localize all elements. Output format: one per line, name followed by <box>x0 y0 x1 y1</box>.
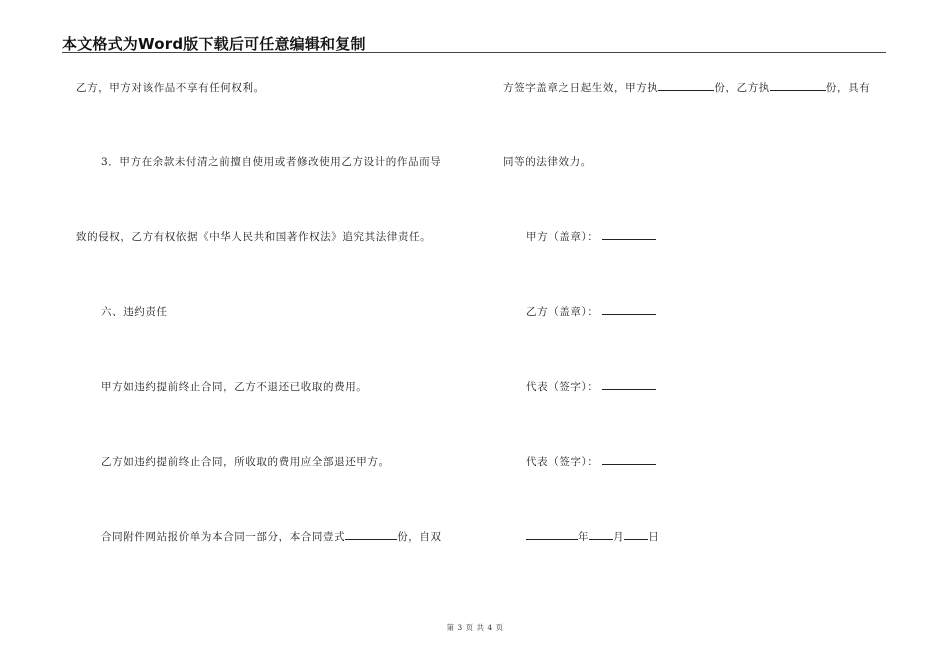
signature-rep-1-label: 代表（签字）： <box>526 381 599 393</box>
signature-representative-1 <box>526 379 656 394</box>
paragraph-party-b-breach: 乙方如违约提前终止合同，所收取的费用应全部退还甲方。 <box>101 456 390 468</box>
signature-rep-2-label: 代表（签字）： <box>526 456 599 468</box>
effective-text-b: 份，乙方执 <box>714 82 770 94</box>
attachment-text-end: 份，自双 <box>397 531 442 543</box>
date-line <box>526 529 659 544</box>
paragraph-infringement: 致的侵权，乙方有权依据《中华人民共和国著作权法》追究其法律责任。 <box>76 231 432 243</box>
signature-party-a-label: 甲方（盖章）： <box>526 231 599 243</box>
paragraph-attachment <box>101 529 442 544</box>
page-number-footer: 第 3 页 共 4 页 <box>446 623 504 632</box>
day-blank <box>624 529 648 540</box>
header-divider <box>62 52 886 53</box>
section-heading-breach: 六、违约责任 <box>101 306 168 318</box>
paragraph-effective <box>503 80 870 95</box>
date-day-label: 日 <box>648 531 660 543</box>
signature-rep-1-blank <box>602 379 656 390</box>
paragraph-rights: 乙方，甲方对该作品不享有任何权利。 <box>76 82 265 94</box>
signature-party-a <box>526 229 656 244</box>
signature-representative-2 <box>526 454 656 469</box>
signature-party-b-blank <box>602 304 656 315</box>
signature-rep-2-blank <box>602 454 656 465</box>
signature-party-a-blank <box>602 229 656 240</box>
document-header-title: 本文格式为Word版下载后可任意编辑和复制 <box>62 35 366 53</box>
copies-blank <box>345 529 397 540</box>
paragraph-legal-effect: 同等的法律效力。 <box>503 156 592 168</box>
month-blank <box>589 529 613 540</box>
signature-party-b <box>526 304 656 319</box>
signature-party-b-label: 乙方（盖章）： <box>526 306 599 318</box>
date-year-label: 年 <box>578 531 590 543</box>
year-blank <box>526 529 578 540</box>
paragraph-party-a-breach: 甲方如违约提前终止合同，乙方不退还已收取的费用。 <box>101 381 368 393</box>
party-a-copies-blank <box>658 80 714 91</box>
effective-text-c: 份，具有 <box>825 82 871 94</box>
date-month-label: 月 <box>613 531 625 543</box>
party-b-copies-blank <box>770 80 826 91</box>
paragraph-clause-3: 3．甲方在余款未付清之前擅自使用或者修改使用乙方设计的作品而导 <box>101 156 442 168</box>
effective-text-a: 方签字盖章之日起生效，甲方执 <box>503 82 659 94</box>
attachment-text-start: 合同附件网站报价单为本合同一部分，本合同壹式 <box>101 531 346 543</box>
